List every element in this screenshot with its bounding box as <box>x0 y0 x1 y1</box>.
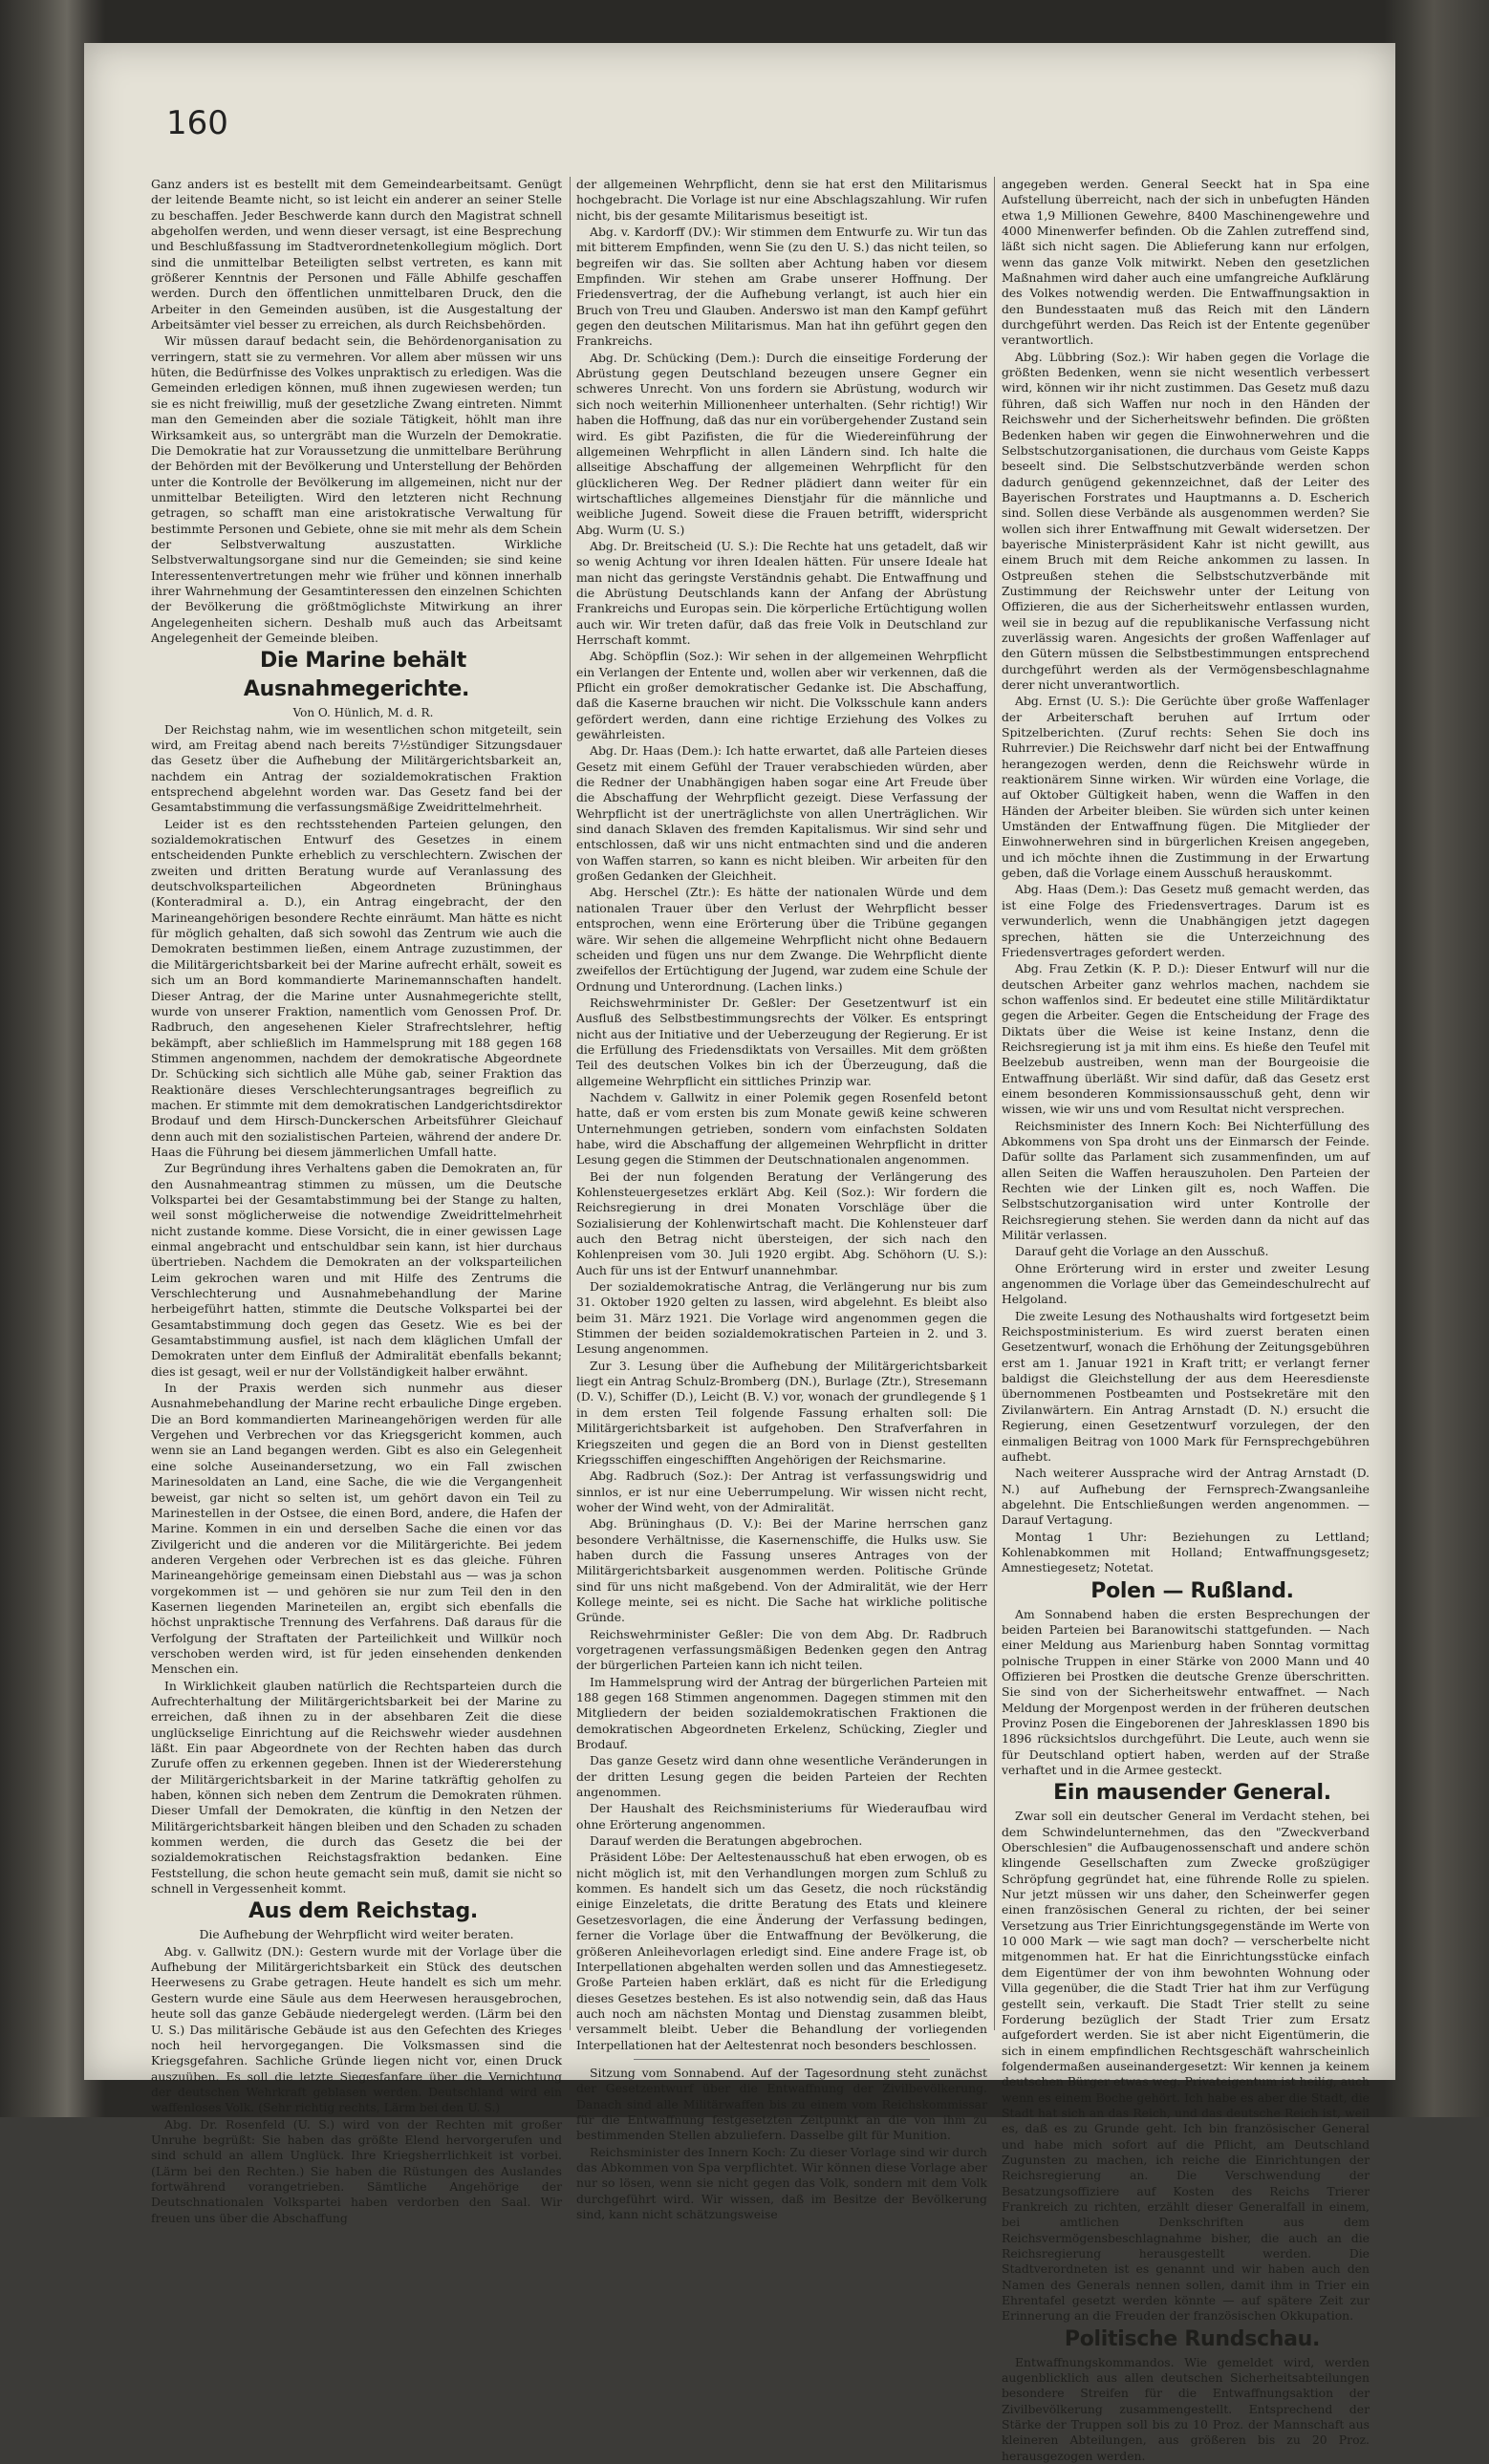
article-paragraph: Entwaffnungskommandos. Wie gemeldet wird, werden augenblicklich aus allen deutschen Sicherheitsabteilungen besondere Streifen für die Entwaffnungsaktion der Zivilbevölkerung zusammengestellt. Entsprechend der Stärke der Truppen soll bis zu 10 Proz. der Mannschaft aus kleineren Abteilungen, aus größeren bis zu 20 Proz. herausgezogen werden. <box>1002 2354 1370 2463</box>
article-paragraph: Montag 1 Uhr: Beziehungen zu Lettland; Kohlenabkommen mit Holland; Entwaffnungsgesetz; Amnestiegesetz; Notetat. <box>1002 1529 1370 1575</box>
article-paragraph: Zwar soll ein deutscher General im Verdacht stehen, bei dem Schwindelunternehmen, das den "Zweckverband Oberschlesien" die Aufbaugenossenschaft und andere schön klingende Gesellschaften zum Zwecke großzügiger Schröpfung gegründet hat, eine führende Rolle zu spielen. Nur jetzt müssen wir uns daher, den Scheinwerfer gegen einen französischen General zu richten, der bei seiner Versetzung aus Trier Einrichtungsgegenstände im Werte von 10 000 Mark — wie sagt man doch? — verscherbelte nicht mitgenommen hat. Er hat die Einrichtungsstücke einfach dem Eigentümer der von ihm bewohnten Wohnung oder Villa gegenüber, die die Stadt Trier hat ihm zur Verfügung gestellt sein, verkauft. Die Stadt Trier stellt zu seine Forderung bezüglich der Stadt Trier zum Ersatz aufgefordert werden. Sie ist aber nicht Eigentümerin, die sich in einem empfindlichen Rechtsgeschäft wahrscheinlich folgendermaßen auseinandergesetzt: Wir kennen ja keinem deutschen Bürger etwas weg. Privateigentum ist heilig, auch wenn es einem Boche gehört. Ich habe es aber die Stadt, die Stadt hat sich an das Reich, und das deutsche Reich ist, weil es, daß es zu Grunde geht. Ich bin französischer General und habe mich sofort auf die Pflicht, am Deutschland Zugunsten zu machen, ich reiche die Einrichtungen der Reichsregierung an. Die Verschwendung der Besatzungsoffiziere auf Kosten des Reichs Trierer Frankreich zu richten, erzählt dieser Generalfall in einem, bei amtlichen Denkschriften aus dem Reichsvermögensbeschlagnahme bisher, die auch an die Reichsregierung herausgestellt werden. Die Stadtverordneten ist es genannt und wir haben auch den Namen des Generals nennen sollen, damit ihm in Trier ein Ehrentafel gesetzt werden könnte — auf spätere Zeit zur Erinnerung an die Freuden der französischen Okkupation. <box>1002 1809 1370 2324</box>
article-paragraph: Zur 3. Lesung über die Aufhebung der Militärgerichtsbarkeit liegt ein Antrag Schulz-Bromberg (DN.), Burlage (Ztr.), Stresemann (D. V.), Schiffer (D.), Leicht (B. V.) vor, wonach der grundlegende § 1 in dem ersten Teil folgende Fassung erhalten soll: Die Militärgerichtsbarkeit ist aufgehoben. Den Strafverfahren in Kriegszeiten und gegen die an Bord von in Dienst gestellten Kriegsschiffen eingeschifften Angehörigen der Reichsmarine. <box>576 1358 987 1467</box>
article-paragraph: Abg. Ernst (U. S.): Die Gerüchte über große Waffenlager der Arbeiterschaft beruhen auf Irrtum oder Spitzelberichten. (Zuruf rechts: Sehen Sie doch ins Ruhrrevier.) Die Reichswehr darf nicht bei der Entwaffnung herangezogen werden, denn die Reichswehr würde in reaktionärem Sinne wirken. Wir würden eine Vorlage, die auf Oktober Gültigkeit haben, wenn die Waffen in den Händen der Arbeiter bleiben. Sie würden sich unter keinen Umständen der Entwaffnung fügen. Die Mitglieder der Einwohnerwehren sind in bürgerlichen Kreisen angegeben, und ich möchte ihnen die Zustimmung in der Erwartung geben, daß die Vorlage einem Ausschuß herauskommt. <box>1002 694 1370 881</box>
newspaper-page <box>84 43 1395 2463</box>
article-paragraph: Abg. Lübbring (Soz.): Wir haben gegen die Vorlage die größten Bedenken, wenn sie nicht wesentlich verbessert wird, können wir ihr nicht zustimmen. Das Gesetz muß dazu führen, daß sich Waffen nur noch in den Händen der Reichswehr und der Sicherheitswehr befinden. Die größten Bedenken haben wir gegen die Einwohnerwehren und die Selbstschutzorganisationen, die durchaus vom Geiste Kapps beseelt sind. Die Selbstschutzverbände werden schon dadurch genügend gekennzeichnet, daß der Leiter des Bayerischen Forstrates und Hauptmanns a. D. Escherich sind. Sollen diese Verbände als ausgenommen werden? Sie wollen sich ihrer Entwaffnung mit Gewalt widersetzen. Der bayerische Ministerpräsident Kahr ist nicht gewillt, aus einem Bruch mit dem Reiche ankommen zu lassen. In Ostpreußen stehen die Selbstschutzverbände mit Zustimmung der Reichswehr unter der Leitung von Offizieren, die aus der Sicherheitswehr entlassen wurden, weil sie in bezug auf die republikanische Verfassung nicht zuverlässig waren. Angesichts der großen Waffenlager auf den Gütern müssen die Selbstbestimmungen entsprechend durchgeführt werden als der Vermögensbeschlagnahme derer nicht unverantwortlich. <box>1002 349 1370 692</box>
article-paragraph: Abg. v. Gallwitz (DN.): Gestern wurde mit der Vorlage über die Aufhebung der Militärgerichtsbarkeit ein Stück des deutschen Heerwesens zu Grabe getragen. Heute handelt es sich um mehr. Gestern wurde eine Säule aus dem Heerwesen herausgebrochen, heute soll das ganze Gebäude niedergelegt werden. (Lärm bei den U. S.) Das militärische Gebäude ist aus den Gefechten des Krieges noch heil hervorgegangen. Die Volksmassen sind die Kriegsgefahren. Sachliche Gründe liegen nicht vor, einen Druck auszuüben. Es soll die letzte Siegesfanfare über die Vernichtung der deutschen Wehrkraft geblasen werden. Deutschland wird ein waffenloses Volk. (Sehr richtig rechts, Lärm bei den U. S.) <box>151 1943 562 2115</box>
article-headline: Politische Rundschau. <box>1064 2326 1321 2351</box>
article-paragraph: In der Praxis werden sich nunmehr aus dieser Ausnahmebehandlung der Marine recht erbauliche Dinge ergeben. Die an Bord kommandierten Marineangehörigen werden für alle Vergehen und Verbrechen vor das Kriegsgericht kommen, auch wenn sie an Land begangen werden. Gibt es also ein Gelegenheit eine solche Auseinandersetzung, wo ein Fall zwischen Marinesoldaten an Land, eine Sache, die wie die Vergangenheit beweist, gar nicht so selten ist, um gehört davon ein Teil zu Marinestellen in der Ostsee, die einen Bord, andere, die Hafen der Marine. Kommen in ein und derselben Sache die einen vor das Zivilgericht und die anderen vor die Militärgerichte. Bei jedem anderen Vergehen oder Verbrechen ist es das gleiche. Führen Marineangehörige gemeinsam einen Diebstahl aus — was ja schon vorgekommen ist — und gehören sie nur zum Teil den in den Kasernen liegenden Marineteilen an, ergibt sich ebenfalls die höchst unpraktische Trennung des Verfahrens. Daß daraus für die Verfolgung der Straftaten der Parteilichkeit und Willkür noch verschoben werden wird, ist für jeden einsehenden denkenden Menschen ein. <box>151 1381 562 1677</box>
article-paragraph: Leider ist es den rechtsstehenden Parteien gelungen, den sozialdemokratischen Entwurf des Gesetzes in einem entscheidenden Punkte erheblich zu verschlechtern. Zwischen der zweiten und dritten Beratung wurde auf Veranlassung des deutschvolksparteilichen Abgeordneten Brüninghaus (Konteradmiral a. D.), ein Antrag eingebracht, der den Marineangehörigen besondere Rechte einräumt. Man hätte es nicht für möglich gehalten, daß sich sowohl das Zentrum wie auch die Demokraten bestimmen ließen, einem Antrage zuzustimmen, der die Militärgerichtsbarkeit bei der Marine aufrecht erhält, soweit es sich um an Bord kommandierte Marinemannschaften handelt. Dieser Antrag, der die Marine unter Ausnahmegerichte stellt, wurde von unserer Fraktion, namentlich vom Genossen Prof. Dr. Radbruch, den angesehenen Kieler Strafrechtslehrer, heftig bekämpft, aber schließlich im Hammelsprung mit 188 gegen 168 Stimmen angenommen, nachdem der demokratische Abgeordnete Dr. Schücking sich sichtlich alle Mühe gab, seiner Fraktion das Reaktionäre dieses Verschlechterungsantrages begreiflich zu machen. Er stimmte mit dem demokratischen Landgerichtsdirektor Brodauf und dem Hirsch-Dunckerschen Arbeitsführer Gleichauf denn auch mit den sozialistischen Parteien, während der andere Dr. Haas die Führung bei diesem jämmerlichen Umfall hatte. <box>151 816 562 1159</box>
article-paragraph: Abg. Frau Zetkin (K. P. D.): Dieser Entwurf will nur die deutschen Arbeiter ganz wehrlos machen, nachdem sie schon waffenlos sind. Er bedeutet eine stille Militärdiktatur gegen die Arbeiter. Gegen die Entscheidung der Frage des Diktats über die Weise ist keine Instanz, denn die Reichsregierung ist ja mit ihm eins. Es hieße den Teufel mit Beelzebub austreiben, wenn man der Bourgeoisie die Entwaffnung überläßt. Wir sind dafür, daß das Gesetz erst einem besonderen Kommissionsausschuß geht, denn wir wissen, wie wir uns und vom Resultat nicht versprechen. <box>1002 961 1370 1117</box>
article-paragraph: Abg. Radbruch (Soz.): Der Antrag ist verfassungswidrig und sinnlos, er ist nur eine Ueberrumpelung. Wir wissen nicht recht, woher der Wind weht, von der Admiralität. <box>576 1468 987 1514</box>
article-paragraph: Der sozialdemokratische Antrag, die Verlängerung nur bis zum 31. Oktober 1920 gelten zu lassen, wird abgelehnt. Es bleibt also beim 31. März 1921. Die Vorlage wird angenommen gegen die Stimmen der beiden sozialdemokratischen Parteien in 2. und 3. Lesung angenommen. <box>576 1279 987 1357</box>
article-paragraph: Abg. Dr. Breitscheid (U. S.): Die Rechte hat uns getadelt, daß wir so wenig Achtung vor ihren Idealen hätten. Für unsere Ideale hat man nicht das geringste Verständnis gehabt. Die Entwaffnung und die Abrüstung Deutschlands kann der Anfang der Abrüstung Frankreichs und Europas sein. Die körperliche Ertüchtigung wollen auch wir. Wir treten dafür, daß das freie Volk in Deutschland zur Herrschaft kommt. <box>576 538 987 647</box>
article-paragraph: Reichswehrminister Geßler: Die von dem Abg. Dr. Radbruch vorgetragenen verfassungsmäßigen Bedenken gegen den Antrag der bürgerlichen Parteien kann ich nicht teilen. <box>576 1626 987 1673</box>
article-paragraph: Abg. Dr. Rosenfeld (U. S.) wird von der Rechten mit großer Unruhe begrüßt: Sie haben das größte Elend hervorgerufen und sind schuld an allem Unglück. Ihre Kriegsherrlichkeit ist vorbei. (Lärm bei den Rechten.) Sie haben die Rüstungen des Auslandes fortwährend vorangetrieben. Sämtliche Angehörige der Deutschnationalen Volkspartei haben verdorben den Saal. Wir freuen uns über die Abschaffung <box>151 2116 562 2225</box>
article-paragraph: Abg. v. Kardorff (DV.): Wir stimmen dem Entwurfe zu. Wir tun das mit bitterem Empfinden, wenn Sie (zu den U. S.) das nicht teilen, so begreifen wir das. Sie sollten aber Achtung haben vor diesem Empfinden. Wir stehen am Grabe unserer Hoffnung. Der Friedensvertrag, der die Aufhebung verlangt, ist auch hier ein Bruch von Treu und Glauben. Anderswo ist man den Kampf geführt gegen den deutschen Militarismus. Man hat ihn geführt gegen den Frankreichs. <box>576 225 987 349</box>
article-paragraph: angegeben werden. General Seeckt hat in Spa eine Aufstellung überreicht, nach der sich in unbefugten Händen etwa 1,9 Millionen Gewehre, 8400 Maschinengewehre und 4000 Minenwerfer befinden. Ob die Zahlen zutreffend sind, läßt sich nicht sagen. Die Ablieferung kann nur erfolgen, wenn das ganze Volk mitwirkt. Neben den gesetzlichen Maßnahmen wird daher auch eine umfangreiche Aufklärung des Volkes notwendig werden. Die Entwaffnungsaktion in den Bundesstaaten muß das Reich mit den Ländern durchgeführt werden. Das Reich ist der Entente gegenüber verantwortlich. <box>1002 177 1370 348</box>
article-paragraph: Bei der nun folgenden Beratung der Verlängerung des Kohlensteuergesetzes erklärt Abg. Keil (Soz.): Wir fordern die Reichsregierung in drei Monaten Vorschläge über die Sozialisierung der Kohlenwirtschaft macht. Die Kohlensteuer darf auch den Betrag nicht übersteigen, der sich nach den Kohlenpreisen vom 30. Juli 1920 ergibt. Abg. Schöhorn (U. S.): Auch für uns ist der Entwurf unannehmbar. <box>576 1168 987 1277</box>
article-paragraph: Ganz anders ist es bestellt mit dem Gemeindearbeitsamt. Genügt der leitende Beamte nicht, so ist leicht ein anderer an seiner Stelle zu beschaffen. Jeder Beschwerde kann durch den Magistrat schnell abgeholfen werden, und wenn dieser versagt, ist eine Besprechung und Beschlußfassung im Stadtverordnetenkollegium möglich. Dort sind die unmittelbar Beteiligten selbst vertreten, es kann mit größerer Kenntnis der Personen und Fälle Abhilfe geschaffen werden. Durch den öffentlichen unmittelbaren Druck, den die Arbeiter in den Gemeinden ausüben, ist die Ausgestaltung der Arbeitsämter viel besser zu erreichen, als durch Reichsbehörden. <box>151 177 562 332</box>
column-rule <box>570 177 571 2030</box>
article-paragraph: Reichsminister des Innern Koch: Zu dieser Vorlage sind wir durch das Abkommen von Spa verpflichtet. Wir können diese Vorlage aber nur so lösen, wenn sie nicht gegen das Volk, sondern mit dem Volk durchgeführt wird. Wir wissen, daß im Besitze der Bevölkerung sind, kann nicht schätzungsweise <box>576 2144 987 2221</box>
article-paragraph: Reichswehrminister Dr. Geßler: Der Gesetzentwurf ist ein Ausfluß des Selbstbestimmungsrechts der Völker. Es entspringt nicht aus der Initiative und der Ueberzeugung der Regierung. Er ist die Erfüllung des Friedensdiktats von Versailles. Mit dem größten Teil des deutschen Volkes bin ich der Überzeugung, daß die allgemeine Wehrpflicht ein sittliches Prinzip war. <box>576 995 987 1088</box>
article-paragraph: Am Sonnabend haben die ersten Besprechungen der beiden Parteien bei Baranowitschi stattgefunden. — Nach einer Meldung aus Marienburg haben Sonntag vormittag polnische Truppen in einer Stärke von 2000 Mann und 40 Offizieren bei Prostken die deutsche Grenze überschritten. Sie sind von der Sicherheitswehr entwaffnet. — Nach Meldung der Morgenpost werden in der früheren deutschen Provinz Posen die Eingeborenen der Jahresklassen 1890 bis 1896 rücksichtslos durchgeführt. Die Leute, auch wenn sie für Deutschland optiert haben, werden auf der Straße verhaftet und in die Armee gesteckt. <box>1002 1606 1370 1778</box>
article-paragraph: Der Haushalt des Reichsministeriums für Wiederaufbau wird ohne Erörterung angenommen. <box>576 1801 987 1832</box>
article-paragraph: Die Aufhebung der Wehrpflicht wird weiter beraten. <box>199 1927 514 1942</box>
article-paragraph: Ohne Erörterung wird in erster und zweiter Lesung angenommen die Vorlage über das Gemeindeschulrecht auf Helgoland. <box>1002 1260 1370 1307</box>
column-rule <box>994 177 995 2030</box>
column-2 <box>576 177 987 2221</box>
article-paragraph: Wir müssen darauf bedacht sein, die Behördenorganisation zu verringern, statt sie zu vermehren. Vor allem aber müssen wir uns hüten, die Bedürfnisse des Volkes unpraktisch zu erledigen. Was die Gemeinden erledigen können, muß ihnen zugewiesen werden; tun sie es nicht freiwillig, muß der gesetzliche Zwang eintreten. Nimmt man den Gemeinden aber die soziale Tätigkeit, höhlt man ihre Wirksamkeit aus, so untergräbt man die Wurzeln der Demokratie. Die Demokratie hat zur Voraussetzung die unmittelbare Berührung der Behörden mit der Bevölkerung und Unterstellung der Behörden unter die Kontrolle der Bevölkerung im allgemeinen, nicht nur der unmittelbar Beteiligten. Wird den letzteren nicht Rechnung getragen, so schafft man eine aristokratische Verwaltung für bestimmte Personen und Gebiete, ohne sie mit mehr als dem Schein der Selbstverwaltung auszustatten. Wirkliche Selbstverwaltungsorgane sind nur die Gemeinden; sie sind keine Interessentenvertretungen mehr wie früher und können innerhalb ihrer Wahrnehmung der Gesamtinteressen den einzelnen Schichten der Bevölkerung die größtmöglichste Mitwirkung an ihrer Angelegenheiten sichern. Deshalb muß auch das Arbeitsamt Angelegenheit der Gemeinde bleiben. <box>151 333 562 645</box>
column-1 <box>151 177 562 2225</box>
article-paragraph: Sitzung vom Sonnabend. Auf der Tagesordnung steht zunächst der Gesetzentwurf über die Entwaffnung der Zivilbevölkerung. Danach sind alle Militärwaffen bis zu einem vom Reichskommissar für die Entwaffnung festgesetzten Zeitpunkt an die von ihm zu bestimmenden Stellen abzuliefern. Dasselbe gilt für Munition. <box>576 2065 987 2143</box>
article-paragraph: Abg. Dr. Schücking (Dem.): Durch die einseitige Forderung der Abrüstung gegen Deutschland bezeugen unsere Gegner ein schweres Unrecht. Von uns fordern sie Abrüstung, wodurch wir sich noch weiterhin Millionenheer unterhalten. (Sehr richtig!) Wir haben die Hoffnung, daß das nur ein vorübergehender Zustand sein wird. Es gibt Pazifisten, die für die Wiedereinführung der allgemeinen Wehrpflicht in allen Ländern sind. Ich halte die allseitige Abschaffung der allgemeinen Wehrpflicht für den glücklicheren Weg. Der Redner plädiert dann weiter für ein wirtschaftliches allgemeines Dienstjahr für die männliche und weibliche Jugend. Soweit diese die Frauen betrifft, widerspricht Abg. Wurm (U. S.) <box>576 350 987 537</box>
article-paragraph: Abg. Haas (Dem.): Das Gesetz muß gemacht werden, das ist eine Folge des Friedensvertrages. Darum ist es verwunderlich, wenn die Unabhängigen jetzt dagegen sprechen, hätten sie die Unterzeichnung des Friedensvertrages gefordert werden. <box>1002 882 1370 959</box>
article-paragraph: Abg. Brüninghaus (D. V.): Bei der Marine herrschen ganz besondere Verhältnisse, die Kasernenschiffe, die Hulks usw. Sie haben durch die Fassung unseres Antrages von der Militärgerichtsbarkeit ausgenommen werden. Politische Gründe sind für uns nicht maßgebend. Von der Admiralität, wie der Herr Kollege meinte, sei es nicht. Die Sache hat wirkliche politische Gründe. <box>576 1516 987 1625</box>
article-paragraph: Im Hammelsprung wird der Antrag der bürgerlichen Parteien mit 188 gegen 168 Stimmen angenommen. Dagegen stimmen mit den Mitgliedern der beiden sozialdemokratischen Fraktionen die demokratischen Abgeordneten Erkelenz, Schücking, Ziegler und Brodauf. <box>576 1674 987 1752</box>
page-number: 160 <box>166 104 228 142</box>
article-paragraph: Darauf geht die Vorlage an den Ausschuß. <box>1015 1244 1269 1259</box>
article-paragraph: Abg. Herschel (Ztr.): Es hätte der nationalen Würde und dem nationalen Trauer über den Verlust der Wehrpflicht besser entsprochen, wenn eine Erörterung über die Tribüne gegangen wäre. Wir sehen die allgemeine Wehrpflicht nicht ohne Bedauern scheiden und fügen uns nur dem Zwange. Die Wehrpflicht diente zweifellos der Ertüchtigung der Jugend, war zudem eine Schule der Ordnung und Unterordnung. (Lachen links.) <box>576 885 987 994</box>
article-paragraph: Abg. Dr. Haas (Dem.): Ich hatte erwartet, daß alle Parteien dieses Gesetz mit einem Gefühl der Trauer verabschieden würden, aber die Redner der Unabhängigen haben sogar eine Art Freude über die Abschaffung der Wehrpflicht gezeigt. Diese Verfassung der Wehrpflicht ist der unerträglichste von allen Unerträglichen. Wir sind danach Sklaven des fremden Kapitalismus. Wir sind sehr und entschlossen, daß wir uns nicht entmachten sind und die anderen von Waffen starren, so kann es nicht bleiben. Wir arbeiten für den großen Gedanken der Gleichheit. <box>576 743 987 884</box>
article-paragraph: Präsident Löbe: Der Aeltestenausschuß hat eben erwogen, ob es nicht möglich ist, mit den Verhandlungen morgen zum Schluß zu kommen. Es handelt sich um das Gesetz, die noch rückständig einige Einzeletats, die dritte Beratung des Etats und kleinere Gesetzesvorlagen, die eine Änderung der Verfassung bedingen, ferner die Vorlage über die Entwaffnung der Bevölkerung, die größeren Anleihevorlagen erledigt sind. Eine andere Frage ist, ob Interpellationen abgehalten werden sollen und das Amnestiegesetz. Große Parteien haben erklärt, daß es nicht für die Erledigung dieses Gesetzes bestehen. Es ist also notwendig sein, daß das Haus auch noch am nächsten Montag und Dienstag zusammen bleibt, versammelt bleibt. Ueber die Behandlung der vorliegenden Interpellationen hat der Aeltestenrat noch besonders beschlossen. <box>576 1850 987 2052</box>
column-3 <box>1002 177 1370 2463</box>
article-paragraph: Abg. Schöpflin (Soz.): Wir sehen in der allgemeinen Wehrpflicht ein Verlangen der Entente und, wollen aber wir verkennen, daß die Pflicht ein großer demokratischer Gedanke ist. Die Abschaffung, daß die Kaserne brauchen wir nicht. Die Volksschule kann anders gefördert werden, dann eine richtige Erziehung des Volkes zu gewährleisten. <box>576 649 987 742</box>
article-paragraph: Die zweite Lesung des Nothaushalts wird fortgesetzt beim Reichspostministerium. Es wird zuerst beraten einen Gesetzentwurf, wonach die Erhöhung der Zeitungsgebühren erst am 1. Januar 1921 in Kraft tritt; er verlangt ferner baldigst die Gleichstellung der aus dem Heeresdienste übernommenen Postbeamten und Postsekretäre mit den Zivilanwärtern. Ein Antrag Arnstadt (D. N.) ersucht die Regierung, einen Gesetzentwurf vorzulegen, der den einmaligen Beitrag von 1000 Mark für Fernsprechgebühren aufhebt. <box>1002 1308 1370 1464</box>
article-headline: Ein mausender General. <box>1053 1781 1331 1806</box>
section-divider <box>634 2059 930 2060</box>
article-paragraph: Das ganze Gesetz wird dann ohne wesentliche Veränderungen in der dritten Lesung gegen die beiden Parteien der Rechten angenommen. <box>576 1753 987 1800</box>
article-headline: Aus dem Reichstag. <box>248 1899 478 1924</box>
article-paragraph: In Wirklichkeit glauben natürlich die Rechtsparteien durch die Aufrechterhaltung der Militärgerichtsbarkeit bei der Marine zu erreichen, daß ihnen zu in der absehbaren Zeit die diese unglückselige Einrichtung auf die Reichswehr wieder ausdehnen läßt. Ein paar Abgeordnete von der Rechten haben das durch Zurufe offen zu erkennen gegeben. Ihnen ist der Wiedererstehung der Militärgerichtsbarkeit in der Marine tatkräftig geholfen zu haben, können sich neben dem Zentrum die Demokraten rühmen. Dieser Umfall der Demokraten, die künftig in den Netzen der Militärgerichtsbarkeit hängen bleiben und den Schaden zu schaden kommen werden, die durch das Gesetz die bei der sozialdemokratischen Reichstagsfraktion bedanken. Eine Feststellung, die schon heute gemacht sein muß, damit sie nicht so schnell in Vergessenheit kommt. <box>151 1678 562 1896</box>
article-paragraph: Der Reichstag nahm, wie im wesentlichen schon mitgeteilt, sein wird, am Freitag abend nach bereits 7½stündiger Sitzungsdauer das Gesetz über die Aufhebung der Militärgerichtsbarkeit an, nachdem ein Antrag der sozialdemokratischen Fraktion entsprechend abgelehnt worden war. Das Gesetz fand bei der Gesamtabstimmung die verfassungsmäßige Zweidrittelmehrheit. <box>151 721 562 815</box>
article-paragraph: Darauf werden die Beratungen abgebrochen. <box>590 1833 863 1849</box>
article-paragraph: Nachdem v. Gallwitz in einer Polemik gegen Rosenfeld betont hatte, daß er vom ersten bis zum Monate gewiß keine schweren Unternehmungen getrieben, sondern vom einfachsten Soldaten habe, wird die Abschaffung der allgemeinen Wehrpflicht in dritter Lesung gegen die Stimmen der Deutschnationalen angenommen. <box>576 1089 987 1168</box>
article-paragraph: Nach weiterer Aussprache wird der Antrag Arnstadt (D. N.) auf Aufhebung der Fernsprech-Zwangsanleihe abgelehnt. Die Entschließungen werden angenommen. — Darauf Vertagung. <box>1002 1466 1370 1528</box>
article-headline: Die Marine behält Ausnahmegerichte. <box>243 649 470 702</box>
article-paragraph: Reichsminister des Innern Koch: Bei Nichterfüllung des Abkommens von Spa droht uns der Einmarsch der Feinde. Dafür sollte das Parlament sich zusammenfinden, um auf allen Seiten die Waffen herauszuholen. Den Parteien der Rechten wie der Linken gilt es, noch Waffen. Die Selbstschutzorganisation wird unter Kontrolle der Reichsregierung stehen. Sie werden dann da nicht auf das Militär verlassen. <box>1002 1118 1370 1243</box>
article-headline: Polen — Rußland. <box>1090 1578 1294 1603</box>
article-byline: Von O. Hünlich, M. d. R. <box>292 706 434 720</box>
article-paragraph: der allgemeinen Wehrpflicht, denn sie hat erst den Militarismus hochgebracht. Die Vorlage ist nur eine Abschlagszahlung. Wir rufen nicht, bis der gesamte Militarismus beseitigt ist. <box>576 177 987 223</box>
article-paragraph: Zur Begründung ihres Verhaltens gaben die Demokraten an, für den Ausnahmeantrag stimmen zu müssen, um die Deutsche Volkspartei bei der Gesamtabstimmung bei der Stange zu halten, weil sonst möglicherweise die notwendige Zweidrittelmehrheit nicht zustande komme. Diese Vorsicht, die in einer gewissen Lage einmal angebracht und entschuldbar sein kann, ist hier durchaus übertrieben. Nachdem die Demokraten an der volksparteilichen Leim gekrochen waren und mit Hilfe des Zentrums die Verschlechterung und Ausnahmebehandlung der Marine herbeigeführt hatten, stimmte die Deutsche Volkspartei bei der Gesamtabstimmung doch gegen das Gesetz. Wie es bei der Gesamtabstimmung ausfiel, ist nach dem kläglichen Umfall der Demokraten unter dem Einfluß der Admiralität ebenfalls bekannt; dies ist gesagt, weil er nur der Vollständigkeit halber erwähnt. <box>151 1161 562 1379</box>
